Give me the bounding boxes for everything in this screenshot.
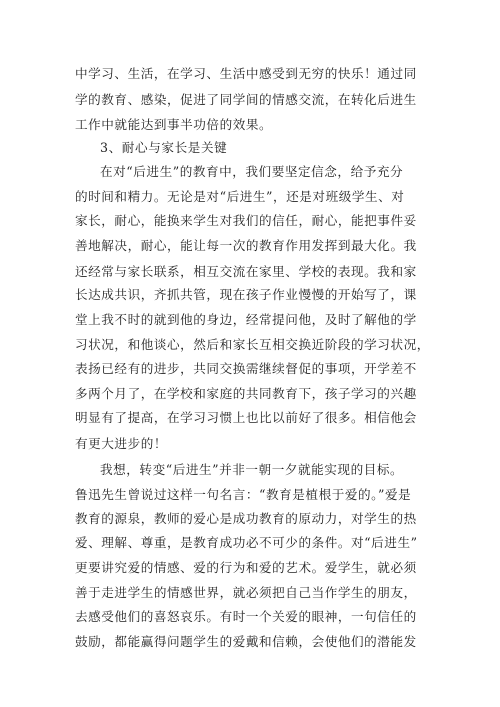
text-line: 鼓励，都能赢得问题学生的爱戴和信赖，会使他们的潜能发: [75, 634, 417, 649]
text-line: 家长，耐心，能换来学生对我们的信任，耐心，能把事件妥: [75, 213, 417, 228]
text-line: 去感受他们的喜怒哀乐。有时一个关爱的眼神，一句信任的: [75, 609, 417, 624]
text-line: 多两个月了，在学校和家庭的共同教育下，孩子学习的兴趣: [75, 386, 417, 401]
text-line: 还经常与家长联系，相互交流在家里、学校的表现。我和家: [75, 264, 417, 279]
text-line: 的时间和精力。无论是对“后进生”，还是对班级学生、对: [75, 189, 405, 204]
text-line: 善于走进学生的情感世界，就必须把自己当作学生的朋友，: [75, 585, 417, 600]
section-heading: 3、耐心与家长是关键: [100, 140, 228, 155]
text-line: 教育的源泉，教师的爱心是成功教育的原动力，对学生的热: [75, 511, 417, 526]
text-line: 习状况，和他谈心，然后和家长互相交换近阶段的学习状况，: [75, 337, 430, 352]
text-line: 鲁迅先生曾说过这样一句名言：“教育是植根于爱的。”爱是: [75, 487, 412, 502]
text-line: 有更大进步的！: [75, 436, 168, 451]
text-line: 善地解决，耐心，能让每一次的教育作用发挥到最大化。我: [75, 238, 417, 253]
text-line: 在对“后进生”的教育中，我们要坚定信念，给予充分: [100, 164, 404, 179]
text-line: 工作中就能达到事半功倍的效果。: [75, 117, 273, 132]
text-line: 学的教育、感染，促进了同学间的情感交流，在转化后进生: [75, 92, 417, 107]
text-line: 我想，转变“后进生”并非一朝一夕就能实现的目标。: [100, 462, 404, 477]
text-line: 中学习、生活，在学习、生活中感受到无穷的快乐！通过同: [75, 66, 417, 81]
text-line: 更要讲究爱的情感、爱的行为和爱的艺术。爱学生，就必须: [75, 560, 417, 575]
text-line: 长达成共识，齐抓共管，现在孩子作业慢慢的开始写了，课: [75, 287, 417, 302]
text-line: 堂上我不时的就到他的身边，经常提问他，及时了解他的学: [75, 312, 417, 327]
text-line: 表扬已经有的进步，共同交换需继续督促的事项，开学差不: [75, 361, 417, 376]
text-line: 爱、理解、尊重，是教育成功必不可少的条件。对“后进生”: [75, 535, 418, 550]
text-line: 明显有了提高，在学习习惯上也比以前好了很多。相信他会: [75, 410, 417, 425]
